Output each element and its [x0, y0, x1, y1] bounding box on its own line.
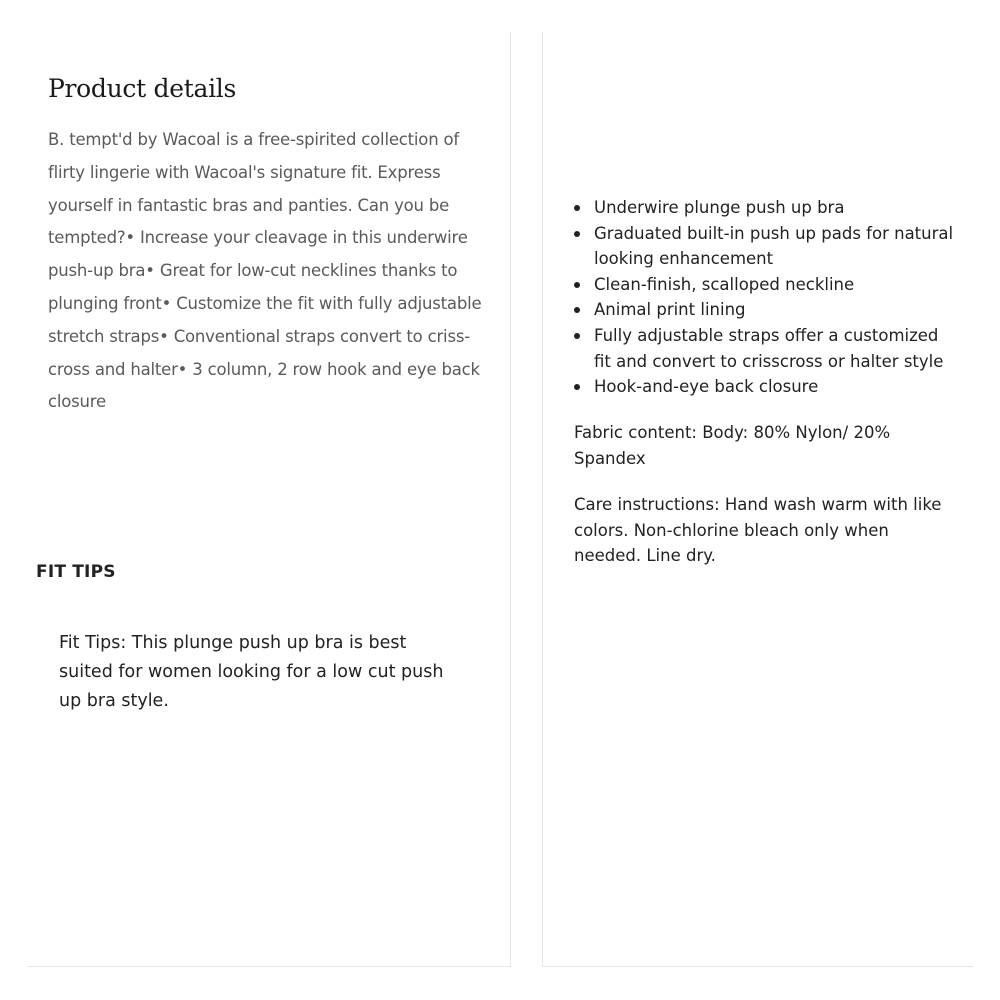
feature-list	[574, 195, 953, 400]
description-line: tempted?• Increase your cleavage in this underwire	[48, 228, 468, 248]
bullet-icon	[574, 307, 580, 313]
product-description	[48, 124, 514, 419]
feature-text: Fully adjustable straps offer a customized	[594, 325, 939, 345]
bullet-icon	[574, 282, 580, 288]
description-line: push-up bra• Great for low-cut necklines thanks to	[48, 261, 458, 281]
fit-tips-title: FIT TIPS	[36, 562, 116, 582]
fit-tips-line: Fit Tips: This plunge push up bra is best	[59, 633, 407, 653]
product-details-title: Product details	[48, 74, 236, 103]
care-line: needed. Line dry.	[574, 546, 716, 566]
description-line: B. tempt'd by Wacoal is a free-spirited collection of	[48, 130, 460, 149]
feature-text: Clean-finish, scalloped neckline	[594, 274, 855, 294]
feature-item	[574, 297, 953, 323]
description-line: cross and halter• 3 column, 2 row hook and eye back	[48, 359, 480, 379]
description-line: stretch straps• Conventional straps convert to criss-	[48, 326, 470, 346]
bullet-icon	[574, 333, 580, 339]
care-instructions	[574, 492, 941, 569]
product-features-panel	[542, 32, 973, 967]
care-line: Care instructions: Hand wash warm with like	[574, 495, 942, 514]
bullet-icon	[574, 231, 580, 237]
fabric-line: Fabric content: Body: 80% Nylon/ 20%	[574, 423, 891, 442]
bullet-icon	[574, 384, 580, 390]
description-line: yourself in fantastic bras and panties. Can you be	[48, 195, 450, 215]
fabric-content	[574, 420, 890, 471]
fit-tips-line: up bra style.	[59, 691, 169, 711]
feature-text: Hook-and-eye back closure	[594, 377, 819, 397]
product-details-panel	[28, 32, 511, 967]
feature-item	[574, 374, 953, 400]
bullet-icon	[574, 205, 580, 211]
feature-text: Graduated built-in push up pads for natural	[594, 223, 954, 243]
description-line: plunging front• Customize the fit with fully adjustable	[48, 293, 482, 313]
feature-text: fit and convert to crisscross or halter style	[594, 351, 944, 371]
fit-tips-text	[59, 629, 519, 716]
feature-item	[574, 323, 953, 374]
feature-item	[574, 272, 953, 298]
feature-text: Animal print lining	[594, 300, 746, 320]
feature-text: Underwire plunge push up bra	[594, 198, 845, 217]
fit-tips-line: suited for women looking for a low cut push	[59, 662, 444, 682]
feature-item	[574, 195, 953, 221]
fabric-line: Spandex	[574, 448, 646, 468]
feature-text: looking enhancement	[594, 249, 774, 269]
description-line: closure	[48, 392, 106, 412]
care-line: colors. Non-chlorine bleach only when	[574, 520, 889, 540]
description-line: flirty lingerie with Wacoal's signature fit. Express	[48, 162, 441, 182]
feature-item	[574, 221, 953, 272]
